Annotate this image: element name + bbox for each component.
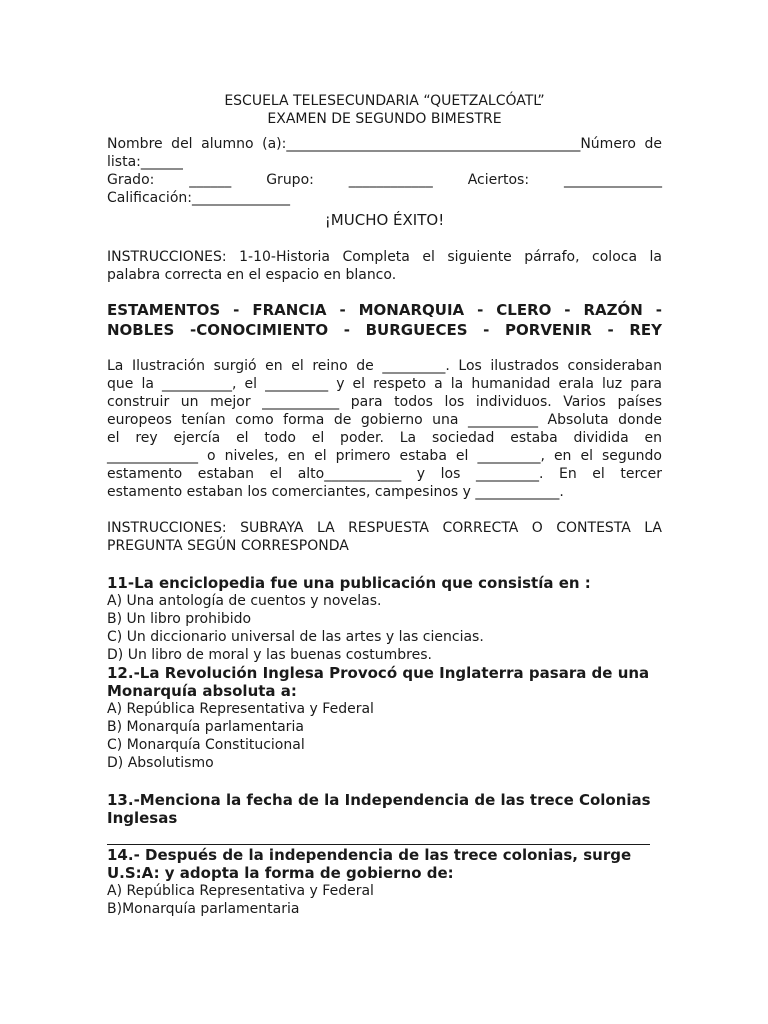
paragraph-line: _____________ o niveles, en el primero estaba el _________, en el segundo — [107, 448, 662, 464]
paragraph-line: el rey ejercía el todo el poder. La sociedad estaba dividida en — [107, 430, 662, 446]
paragraph-line: europeos tenían como forma de gobierno una __________ Absoluta donde — [107, 412, 662, 428]
word-bank-line: ESTAMENTOS - FRANCIA - MONARQUIA - CLERO - RAZÓN - — [107, 301, 662, 319]
question-text: 12.-La Revolución Inglesa Provocó que Inglaterra pasara de una — [107, 664, 650, 682]
answer-option: B) Un libro prohibido — [107, 611, 252, 627]
instructions-line: palabra correcta en el espacio en blanco. — [107, 267, 397, 283]
answer-option: C) Monarquía Constitucional — [107, 737, 305, 753]
answer-option: A) República Representativa y Federal — [107, 883, 374, 899]
instructions-line: PREGUNTA SEGÚN CORRESPONDA — [107, 538, 349, 554]
answer-option: D) Absolutismo — [107, 755, 214, 771]
word-bank — [107, 300, 662, 340]
instructions-line: INSTRUCCIONES: 1-10-Historia Completa el siguiente párrafo, coloca la — [107, 249, 662, 265]
list-number-line: lista:______ — [107, 154, 183, 170]
answer-option: A) República Representativa y Federal — [107, 701, 374, 717]
answer-option: A) Una antología de cuentos y novelas. — [107, 593, 382, 609]
school-name: ESCUELA TELESECUNDARIA “QUETZALCÓATL” — [224, 93, 545, 109]
paragraph-line: que la __________, el _________ y el respeto a la humanidad erala luz para — [107, 376, 662, 392]
paragraph-line: construir un mejor ___________ para todos los individuos. Varios países — [107, 394, 662, 410]
answer-option: B)Monarquía parlamentaria — [107, 901, 300, 917]
question-12 — [107, 664, 662, 772]
answer-option: D) Un libro de moral y las buenas costumbres. — [107, 647, 432, 663]
question-text: Inglesas — [107, 809, 178, 827]
student-name-line: Nombre del alumno (a):__________________________________________Número de — [107, 136, 662, 152]
paragraph-line: estamento estaban los comerciantes, campesinos y ____________. — [107, 484, 564, 500]
grade-group-score-line: Grado: ______ Grupo: ____________ Aciertos: ______________ — [107, 172, 662, 188]
question-13 — [107, 791, 662, 827]
question-11 — [107, 574, 662, 664]
student-info — [107, 135, 662, 207]
instructions-multiple-choice — [107, 519, 662, 555]
question-text: 13.-Menciona la fecha de la Independencia de las trece Colonias — [107, 791, 651, 809]
fill-in-paragraph — [107, 357, 662, 501]
exam-title: EXAMEN DE SEGUNDO BIMESTRE — [267, 111, 502, 127]
answer-line — [107, 844, 650, 845]
paragraph-line: estamento estaban el alto___________ y los _________. En el tercer — [107, 466, 662, 482]
question-14 — [107, 846, 662, 918]
question-text: U.S:A: y adopta la forma de gobierno de: — [107, 864, 454, 882]
greeting — [107, 211, 662, 229]
grade-field-line: Calificación:______________ — [107, 190, 290, 206]
question-text: 11-La enciclopedia fue una publicación que consistía en : — [107, 574, 591, 592]
answer-option: B) Monarquía parlamentaria — [107, 719, 304, 735]
instructions-fill-in — [107, 248, 662, 284]
answer-option: C) Un diccionario universal de las artes y las ciencias. — [107, 629, 484, 645]
greeting-text: ¡MUCHO ÉXITO! — [324, 211, 445, 229]
paragraph-line: La Ilustración surgió en el reino de _________. Los ilustrados consideraban — [107, 358, 662, 374]
word-bank-line: NOBLES -CONOCIMIENTO - BURGUECES - PORVENIR - REY — [107, 321, 662, 339]
question-text: 14.- Después de la independencia de las trece colonias, surge — [107, 846, 632, 864]
instructions-line: INSTRUCCIONES: SUBRAYA LA RESPUESTA CORRECTA O CONTESTA LA — [107, 520, 662, 536]
question-text: Monarquía absoluta a: — [107, 682, 297, 700]
exam-header — [107, 92, 662, 128]
